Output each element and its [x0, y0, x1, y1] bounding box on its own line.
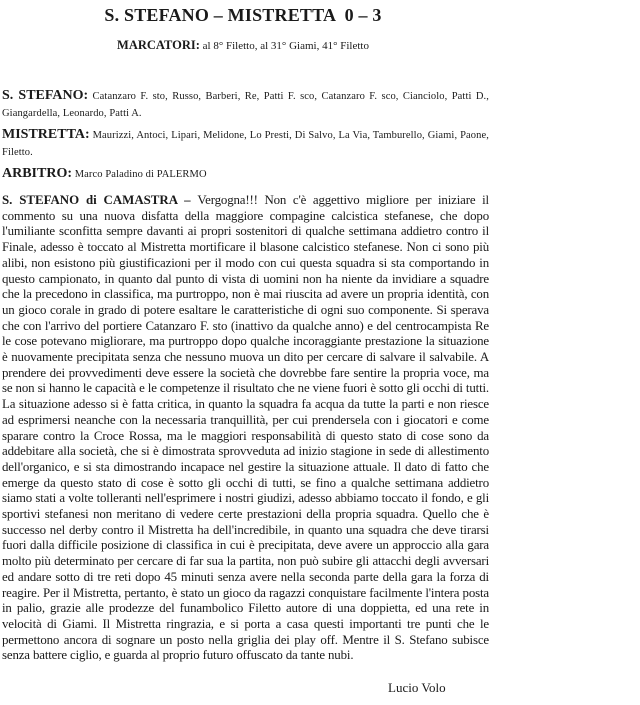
scorers-label: MARCATORI:	[117, 38, 200, 52]
away-team-roster	[2, 126, 489, 161]
referee-label: ARBITRO:	[2, 166, 73, 181]
home-team-label: S. STEFANO:	[2, 88, 89, 103]
referee-text: Marco Paladino di PALERMO	[72, 169, 207, 180]
article-paragraph	[2, 193, 489, 664]
away-team-players: Maurizzi, Antoci, Lipari, Melidone, Lo Presti, Di Salvo, La Via, Tamburello, Giami, Paone, Filetto.	[2, 130, 489, 158]
scorers-text: al 8° Filetto, al 31° Giami, 41° Filetto	[199, 40, 369, 52]
away-team-label: MISTRETTA:	[2, 127, 90, 142]
home-team-players: Catanzaro F. sto, Russo, Barberi, Re, Patti F. sco, Catanzaro F. sco, Cianciolo, Patti D., Giangardella, Leonardo, Patti A.	[2, 91, 489, 119]
scorers-line	[0, 38, 486, 53]
author-byline: Lucio Volo	[388, 680, 446, 695]
match-title: S. STEFANO – MISTRETTA 0 – 3	[104, 5, 382, 25]
article-body-text: Vergogna!!! Non c'è aggettivo migliore per iniziare il commento su una nuova disfatta della maggiore compagine calcistica stefanese, che dopo l'umiliante sconfitta sempre davanti ai propri sostenitori di qualche settimana addietro contro il Finale, adesso è toccato al Mistretta mortificare il blasone calcistico stefanese. Non ci sono più alibi, non esistono più giustificazioni per il modo con cui questa squadra si sta comportando in questo campionato, in quanto dal punto di vista di uomini non ha niente da invidiare a squadre che la precedono in classifica, ma purtroppo, non è mai riuscita ad avere un propria identità, con un gioco corale in grado di potere esaltare le caratteristiche di ogni suo componente. Si sperava che con l'arrivo del portiere Catanzaro F. sto (inattivo da qualche anno) e del centrocampista Re le cose potevano migliorare, ma purtroppo dopo qualche incoraggiante prestazione la situazione è nuovamente precipitata senza che nessuno muova un dito per cercare di salvare il salvabile. A prendere dei provvedimenti deve essere la società che dovrebbe fare sentire la propria voce, ma se non si hanno le capacità e le competenze il risultato che ne viene fuori è sotto gli occhi di tutti. La situazione adesso si è fatta critica, in quanto la squadra fa acqua da tutte la parti e non riesce ad esprimersi neanche con la necessaria tranquillità, per cui prendersela con i giocatori e come sparare contro la Croce Rossa, ma le maggiori responsabilità di questo stato di cose sono da addebitare alla società, che si è dimostrata sprovveduta ad inizio stagione in sede di allestimento dell'organico, e si sta dimostrando incapace nel gestire la situazione attuale. Il dato di fatto che emerge da questo stato di cose è sotto gli occhi di tutti, se fino a qualche settimana addietro siamo stati a volte tolleranti nell'esprimere i nostri giudizi, adesso abbiamo toccato il fondo, e gli sportivi stefanesi non meritano di vedere certe prestazioni della propria squadra. Quello che è successo nel derby contro il Mistretta ha dell'incredibile, in quanto una squadra che deve tirarsi fuori dalla difficile posizione di classifica in cui è precipitata, deve avere un approccio alla gara molto più determinato per cercare di far sua la partita, non può subire gli attacchi degli avversari ed andare sotto di tre reti dopo 45 minuti senza avere nella seconda parte della gara la forza di reagire. Per il Mistretta, pertanto, è stato un gioco da ragazzi conquistare facilmente l'intera posta in palio, grazie alle prodezze del funambolico Filetto autore di una doppietta, ed una rete in velocità di Giami. Il Mistretta ringrazia, e si porta a casa questi importanti tre punti che le permettono ancora di sognare un posto nella griglia dei play off. Mentre il S. Stefano subisce senza battere ciglio, e guarda al proprio futuro offuscato da tante nubi.	[2, 193, 489, 663]
article-lead: S. STEFANO di CAMASTRA –	[2, 193, 198, 207]
home-team-roster	[2, 87, 489, 122]
referee-line	[2, 165, 489, 183]
